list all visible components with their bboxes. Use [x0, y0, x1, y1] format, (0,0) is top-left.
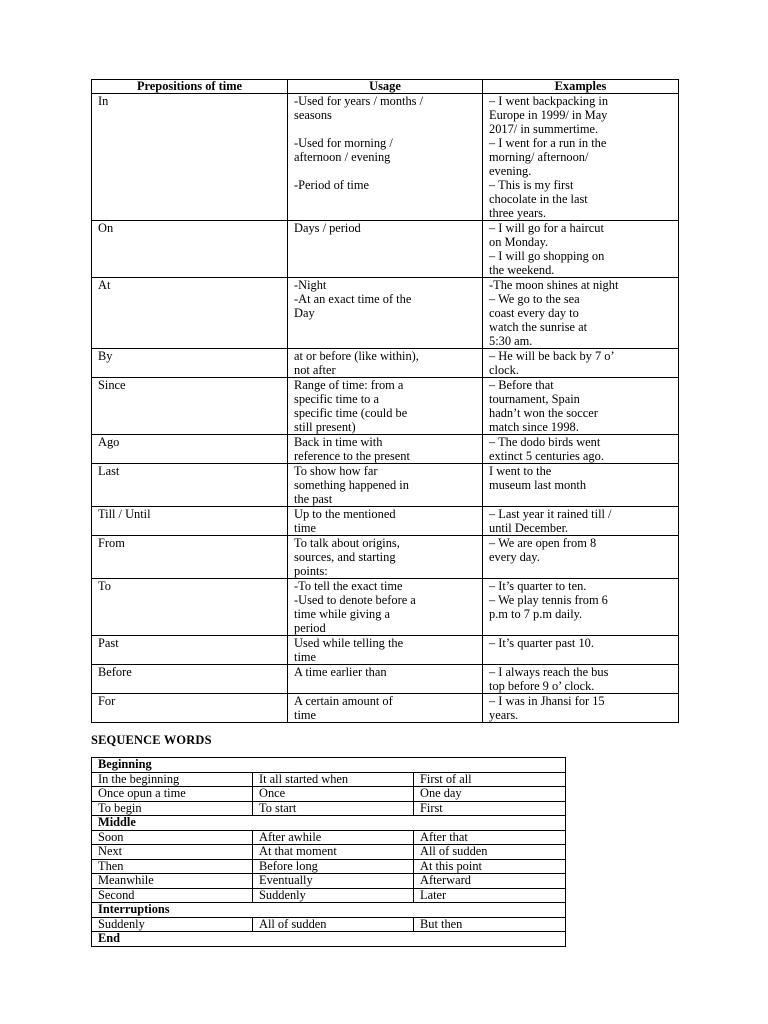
- usage-line: not after: [294, 363, 336, 377]
- sequence-word-cell: After awhile: [253, 830, 414, 845]
- usage-line: To show how far: [294, 464, 378, 478]
- usage-cell: [288, 579, 483, 636]
- usage-cell: [288, 349, 483, 378]
- usage-line: time: [294, 650, 317, 664]
- section-label: Interruptions: [92, 903, 566, 918]
- section-row: [92, 932, 566, 947]
- examples-line: hadn’t won the soccer: [489, 406, 598, 420]
- usage-cell: [288, 636, 483, 665]
- usage-line: -Period of time: [294, 178, 370, 192]
- examples-cell: [483, 94, 679, 221]
- preposition-text: By: [98, 349, 113, 363]
- sequence-word-cell: Meanwhile: [92, 874, 253, 889]
- examples-cell: [483, 507, 679, 536]
- usage-line: -To tell the exact time: [294, 579, 403, 593]
- preposition-cell: [92, 378, 288, 435]
- preposition-text: In: [98, 94, 109, 108]
- examples-line: -The moon shines at night: [489, 278, 619, 292]
- preposition-cell: [92, 636, 288, 665]
- usage-line: time while giving a: [294, 607, 391, 621]
- usage-line: Back in time with: [294, 435, 383, 449]
- sequence-words-heading: SEQUENCE WORDS: [91, 733, 212, 747]
- usage-line: seasons: [294, 108, 332, 122]
- sequence-word-cell: Before long: [253, 859, 414, 874]
- usage-line: specific time to a: [294, 392, 379, 406]
- prepositions-table-body: [92, 94, 679, 723]
- usage-cell: [288, 94, 483, 221]
- usage-line: -Night: [294, 278, 327, 292]
- table-row: [92, 917, 566, 932]
- usage-line: A certain amount of: [294, 694, 393, 708]
- usage-line: Range of time: from a: [294, 378, 404, 392]
- examples-line: – I will go shopping on: [489, 249, 605, 263]
- preposition-text: Since: [98, 378, 126, 392]
- examples-line: – We are open from 8: [489, 536, 597, 550]
- sequence-word-cell: Eventually: [253, 874, 414, 889]
- examples-cell: [483, 221, 679, 278]
- usage-line: -Used for morning /: [294, 136, 393, 150]
- usage-line: Day: [294, 306, 315, 320]
- usage-line: still present): [294, 420, 356, 434]
- examples-line: 2017/ in summertime.: [489, 122, 599, 136]
- sequence-word-cell: To start: [253, 801, 414, 816]
- table-row: [92, 435, 679, 464]
- usage-line: at or before (like within),: [294, 349, 419, 363]
- examples-line: – Before that: [489, 378, 554, 392]
- section-label: Beginning: [92, 758, 566, 773]
- examples-cell: [483, 579, 679, 636]
- examples-cell: [483, 278, 679, 349]
- usage-cell: [288, 435, 483, 464]
- examples-cell: [483, 694, 679, 723]
- sequence-word-cell: At this point: [414, 859, 566, 874]
- table-row: [92, 772, 566, 787]
- preposition-cell: [92, 694, 288, 723]
- examples-cell: [483, 536, 679, 579]
- sequence-word-cell: First of all: [414, 772, 566, 787]
- preposition-text: To: [98, 579, 111, 593]
- examples-cell: [483, 435, 679, 464]
- table-row: [92, 349, 679, 378]
- sequence-words-table: [91, 757, 566, 947]
- sequence-word-cell: In the beginning: [92, 772, 253, 787]
- examples-cell: [483, 349, 679, 378]
- preposition-cell: [92, 435, 288, 464]
- examples-cell: [483, 665, 679, 694]
- usage-cell: [288, 694, 483, 723]
- sequence-word-cell: To begin: [92, 801, 253, 816]
- usage-line: Days / period: [294, 221, 361, 235]
- examples-line: – It’s quarter past 10.: [489, 636, 594, 650]
- table-row: [92, 464, 679, 507]
- preposition-cell: [92, 464, 288, 507]
- table-row: [92, 636, 679, 665]
- examples-line: until December.: [489, 521, 569, 535]
- preposition-text: From: [98, 536, 125, 550]
- examples-line: – It’s quarter to ten.: [489, 579, 587, 593]
- examples-line: – I was in Jhansi for 15: [489, 694, 605, 708]
- sequence-word-cell: It all started when: [253, 772, 414, 787]
- preposition-text: On: [98, 221, 114, 235]
- section-row: [92, 758, 566, 773]
- usage-line: Up to the mentioned: [294, 507, 396, 521]
- table-row: [92, 278, 679, 349]
- table-row: [92, 507, 679, 536]
- examples-line: on Monday.: [489, 235, 549, 249]
- table-header-row: [92, 80, 679, 94]
- blank-line: [294, 164, 476, 178]
- usage-cell: [288, 536, 483, 579]
- sequence-word-cell: Suddenly: [253, 888, 414, 903]
- examples-line: – This is my first: [489, 178, 574, 192]
- examples-line: years.: [489, 708, 519, 722]
- usage-line: sources, and starting: [294, 550, 396, 564]
- examples-line: – The dodo birds went: [489, 435, 601, 449]
- header-prepositions: Prepositions of time: [92, 80, 288, 94]
- table-row: [92, 874, 566, 889]
- sequence-word-cell: Second: [92, 888, 253, 903]
- preposition-cell: [92, 536, 288, 579]
- examples-line: – I will go for a haircut: [489, 221, 604, 235]
- table-row: [92, 888, 566, 903]
- preposition-text: For: [98, 694, 116, 708]
- sequence-word-cell: Then: [92, 859, 253, 874]
- table-row: [92, 94, 679, 221]
- examples-line: – We play tennis from 6: [489, 593, 608, 607]
- examples-cell: [483, 378, 679, 435]
- examples-line: – I went backpacking in: [489, 94, 609, 108]
- examples-line: – I went for a run in the: [489, 136, 607, 150]
- table-row: [92, 665, 679, 694]
- examples-line: Europe in 1999/ in May: [489, 108, 608, 122]
- examples-line: top before 9 o’ clock.: [489, 679, 595, 693]
- preposition-text: Before: [98, 665, 132, 679]
- preposition-text: At: [98, 278, 111, 292]
- preposition-cell: [92, 349, 288, 378]
- table-row: [92, 801, 566, 816]
- examples-line: evening.: [489, 164, 532, 178]
- sequence-word-cell: Next: [92, 845, 253, 860]
- usage-line: -Used to denote before a: [294, 593, 416, 607]
- examples-line: morning/ afternoon/: [489, 150, 589, 164]
- examples-line: I went to the: [489, 464, 552, 478]
- preposition-cell: [92, 94, 288, 221]
- examples-line: every day.: [489, 550, 540, 564]
- examples-line: coast every day to: [489, 306, 579, 320]
- usage-line: time: [294, 708, 317, 722]
- prepositions-of-time-table: [91, 79, 679, 723]
- examples-line: watch the sunrise at: [489, 320, 588, 334]
- sequence-word-cell: All of sudden: [414, 845, 566, 860]
- usage-cell: [288, 665, 483, 694]
- usage-line: To talk about origins,: [294, 536, 400, 550]
- usage-cell: [288, 464, 483, 507]
- section-label: End: [92, 932, 566, 947]
- usage-line: reference to the present: [294, 449, 410, 463]
- sequence-word-cell: Soon: [92, 830, 253, 845]
- examples-line: p.m to 7 p.m daily.: [489, 607, 583, 621]
- sequence-word-cell: First: [414, 801, 566, 816]
- examples-line: – Last year it rained till /: [489, 507, 612, 521]
- table-row: [92, 830, 566, 845]
- examples-line: 5:30 am.: [489, 334, 533, 348]
- sequence-word-cell: Suddenly: [92, 917, 253, 932]
- usage-line: -Used for years / months /: [294, 94, 424, 108]
- usage-line: something happened in: [294, 478, 409, 492]
- examples-line: extinct 5 centuries ago.: [489, 449, 604, 463]
- examples-line: the weekend.: [489, 263, 555, 277]
- sequence-word-cell: All of sudden: [253, 917, 414, 932]
- preposition-cell: [92, 278, 288, 349]
- usage-line: A time earlier than: [294, 665, 387, 679]
- examples-line: tournament, Spain: [489, 392, 580, 406]
- usage-cell: [288, 278, 483, 349]
- header-usage: Usage: [288, 80, 483, 94]
- examples-line: – I always reach the bus: [489, 665, 609, 679]
- table-row: [92, 845, 566, 860]
- preposition-cell: [92, 507, 288, 536]
- usage-line: time: [294, 521, 317, 535]
- header-examples: Examples: [483, 80, 679, 94]
- section-label: Middle: [92, 816, 566, 831]
- usage-line: afternoon / evening: [294, 150, 391, 164]
- table-row: [92, 221, 679, 278]
- examples-cell: [483, 464, 679, 507]
- examples-cell: [483, 636, 679, 665]
- blank-line: [294, 122, 476, 136]
- sequence-word-cell: One day: [414, 787, 566, 802]
- preposition-text: Past: [98, 636, 119, 650]
- sequence-word-cell: After that: [414, 830, 566, 845]
- sequence-word-cell: At that moment: [253, 845, 414, 860]
- usage-line: points:: [294, 564, 328, 578]
- preposition-text: Ago: [98, 435, 120, 449]
- examples-line: chocolate in the last: [489, 192, 588, 206]
- table-row: [92, 694, 679, 723]
- usage-line: period: [294, 621, 326, 635]
- usage-line: Used while telling the: [294, 636, 404, 650]
- table-row: [92, 579, 679, 636]
- preposition-cell: [92, 221, 288, 278]
- table-row: [92, 787, 566, 802]
- sequence-word-cell: Afterward: [414, 874, 566, 889]
- section-row: [92, 816, 566, 831]
- examples-line: clock.: [489, 363, 519, 377]
- table-row: [92, 378, 679, 435]
- examples-line: three years.: [489, 206, 547, 220]
- usage-line: -At an exact time of the: [294, 292, 412, 306]
- usage-cell: [288, 378, 483, 435]
- examples-line: museum last month: [489, 478, 587, 492]
- usage-line: the past: [294, 492, 333, 506]
- sequence-word-cell: But then: [414, 917, 566, 932]
- sequence-word-cell: Once opun a time: [92, 787, 253, 802]
- usage-cell: [288, 221, 483, 278]
- preposition-text: Last: [98, 464, 120, 478]
- section-row: [92, 903, 566, 918]
- preposition-text: Till / Until: [98, 507, 151, 521]
- usage-line: specific time (could be: [294, 406, 408, 420]
- table-row: [92, 536, 679, 579]
- sequence-word-cell: Later: [414, 888, 566, 903]
- sequence-word-cell: Once: [253, 787, 414, 802]
- table-row: [92, 859, 566, 874]
- preposition-cell: [92, 579, 288, 636]
- sequence-table-body: [92, 758, 566, 947]
- examples-line: match since 1998.: [489, 420, 579, 434]
- examples-line: – He will be back by 7 o’: [489, 349, 615, 363]
- preposition-cell: [92, 665, 288, 694]
- usage-cell: [288, 507, 483, 536]
- examples-line: – We go to the sea: [489, 292, 580, 306]
